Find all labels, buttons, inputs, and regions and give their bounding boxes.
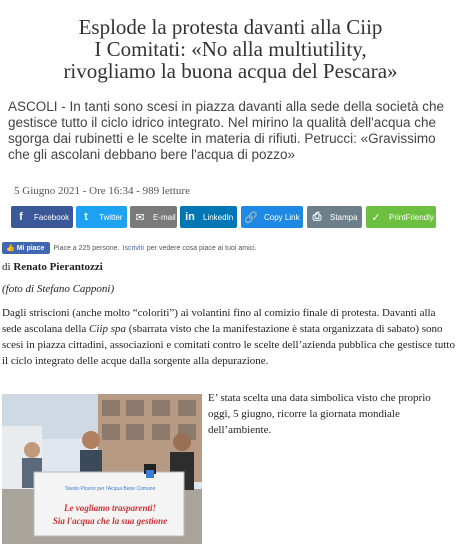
article-meta: 5 Giugno 2021 - Ore 16:34 - 989 letture <box>14 185 190 197</box>
thumbs-up-icon: 👍 <box>6 245 15 252</box>
twitter-icon: t <box>84 211 88 223</box>
printfriendly-icon: ✓ <box>371 211 381 224</box>
article-lead: ASCOLI - In tanti sono scesi in piazza davanti alla sede della società che gestisce tutto il ciclo idrico integrato. Nel mirino la qualità dell'acqua che sgorga dai rubinetti e le scelte in materia di rifiuti. Petrucci: «Gravissimo che gli ascolani debbano bere l'acqua di pozzo» <box>8 99 444 162</box>
paragraph-text: Dagli striscioni (anche molto “coloriti”) ai volantini fino al comizio finale di protesta. Davanti alla sede ascolana della <box>2 307 436 335</box>
subscribe-link[interactable]: Iscriviti <box>122 244 144 252</box>
title-line: I Comitati: «No alla multiutility, <box>94 37 367 61</box>
share-label: Stampa <box>330 212 358 222</box>
protest-photo-image <box>2 394 202 544</box>
like-button[interactable] <box>2 242 50 254</box>
svg-text:Tavolo Piceno per l'Acqua Bene: Tavolo Piceno per l'Acqua Bene Comune <box>64 486 156 492</box>
link-icon: 🔗 <box>244 211 258 224</box>
article-paragraph <box>2 305 457 369</box>
share-label: E-mail <box>153 212 176 222</box>
article-paragraph: E’ stata scelta una data simbolica visto che proprio oggi, 5 giugno, ricorre la giornata mondiale dell’ambiente. <box>208 392 431 436</box>
byline-prefix: di <box>2 261 14 273</box>
protest-photo <box>2 394 202 544</box>
share-twitter-button[interactable] <box>76 206 127 228</box>
email-icon: ✉ <box>135 211 145 224</box>
share-email-button[interactable] <box>130 206 177 228</box>
likes-count-text: Piace a 225 persone. <box>53 244 120 252</box>
banner-text: Le vogliamo trasparenti! <box>64 503 156 513</box>
photo-credit: (foto di Stefano Capponi) <box>2 283 115 295</box>
share-label: PrintFriendly <box>389 212 434 222</box>
author-name: Renato Pierantozzi <box>13 261 103 273</box>
share-copylink-button[interactable] <box>241 206 303 228</box>
share-facebook-button[interactable] <box>11 206 73 228</box>
facebook-like-row <box>2 242 257 254</box>
title-line: rivogliamo la buona acqua del Pescara» <box>63 59 398 83</box>
linkedin-icon: in <box>185 211 195 223</box>
banner-text: Sia l'acqua che la sua gestione <box>52 516 168 526</box>
like-label: Mi piace <box>16 244 45 252</box>
share-printfriendly-button[interactable] <box>366 206 436 228</box>
company-name: Ciip spa <box>89 323 127 335</box>
likes-friends-text: per vedere cosa piace ai tuoi amici. <box>146 244 257 252</box>
share-label: Facebook <box>34 212 70 222</box>
facebook-icon: f <box>19 211 23 223</box>
print-icon: ⎙ <box>312 210 322 223</box>
share-linkedin-button[interactable] <box>180 206 237 228</box>
share-label: LinkedIn <box>203 212 234 222</box>
share-label: Copy Link <box>264 212 300 222</box>
article-title <box>0 16 461 82</box>
share-print-button[interactable] <box>307 206 362 228</box>
title-line: Esplode la protesta davanti alla Ciip <box>78 15 383 39</box>
share-label: Twitter <box>99 212 123 222</box>
paragraph-text: (sbarrata visto che la manifestazione è stata organizzata di sabato) sono scesi in piazza cittadini, associazioni e comitati contro le scelte dell’azienda pubblica che gestisce tutto il ciclo integrato delle acque dalla sorgente alla depurazione. <box>2 323 455 367</box>
byline <box>2 261 103 273</box>
